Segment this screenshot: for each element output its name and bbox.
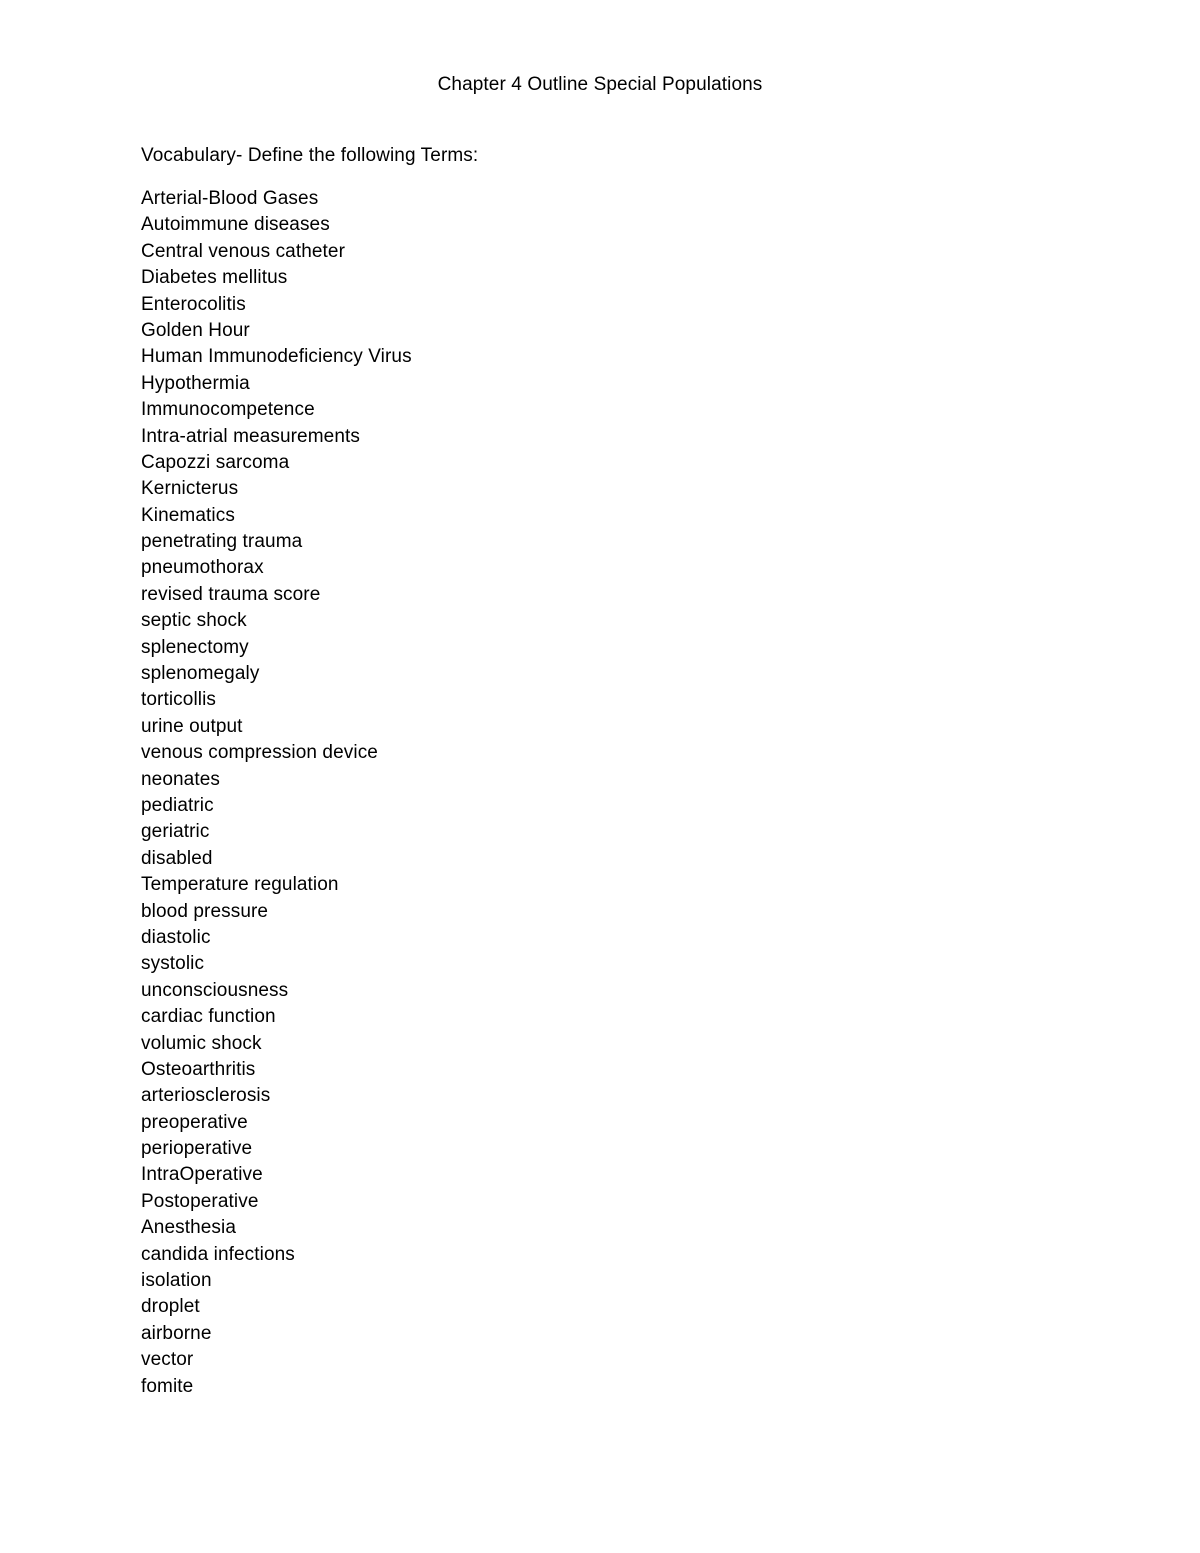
- vocabulary-term-list: [141, 186, 412, 1400]
- vocabulary-term: Human Immunodeficiency Virus: [141, 346, 412, 368]
- vocabulary-term: diastolic: [141, 926, 211, 948]
- vocabulary-term: torticollis: [141, 689, 217, 711]
- vocabulary-term: preoperative: [141, 1111, 248, 1133]
- vocabulary-term: Hypothermia: [141, 372, 250, 394]
- vocabulary-term: Anesthesia: [141, 1217, 237, 1239]
- vocabulary-term: Diabetes mellitus: [141, 267, 288, 289]
- vocabulary-term: disabled: [141, 847, 213, 869]
- vocabulary-term: perioperative: [141, 1138, 253, 1160]
- vocabulary-term: unconsciousness: [141, 979, 289, 1001]
- vocabulary-term: Capozzi sarcoma: [141, 451, 290, 473]
- vocabulary-term: splenectomy: [141, 636, 249, 658]
- vocabulary-term: pneumothorax: [141, 557, 264, 579]
- vocabulary-term: urine output: [141, 715, 243, 737]
- vocabulary-term: Autoimmune diseases: [141, 214, 330, 236]
- page-title: Chapter 4 Outline Special Populations: [437, 74, 763, 95]
- vocabulary-term: Enterocolitis: [141, 293, 246, 315]
- vocabulary-term: droplet: [141, 1296, 200, 1318]
- vocabulary-term: Immunocompetence: [141, 399, 315, 421]
- vocabulary-heading: Vocabulary- Define the following Terms:: [141, 145, 479, 166]
- vocabulary-term: Golden Hour: [141, 319, 250, 341]
- vocabulary-term: Osteoarthritis: [141, 1058, 256, 1080]
- vocabulary-term: splenomegaly: [141, 663, 260, 685]
- vocabulary-term: venous compression device: [141, 742, 378, 764]
- vocabulary-term: vector: [141, 1349, 194, 1371]
- vocabulary-term: revised trauma score: [141, 583, 321, 605]
- vocabulary-term: candida infections: [141, 1243, 295, 1265]
- vocabulary-term: systolic: [141, 953, 205, 975]
- vocabulary-term: septic shock: [141, 610, 247, 632]
- vocabulary-term: Central venous catheter: [141, 240, 346, 262]
- vocabulary-term: Intra-atrial measurements: [141, 425, 360, 447]
- vocabulary-term: fomite: [141, 1375, 194, 1397]
- vocabulary-term: airborne: [141, 1322, 212, 1344]
- vocabulary-term: isolation: [141, 1270, 212, 1292]
- vocabulary-term: volumic shock: [141, 1032, 262, 1054]
- vocabulary-term: pediatric: [141, 794, 214, 816]
- vocabulary-term: Postoperative: [141, 1190, 259, 1212]
- vocabulary-term: geriatric: [141, 821, 210, 843]
- vocabulary-term: cardiac function: [141, 1006, 276, 1028]
- vocabulary-term: Arterial-Blood Gases: [141, 188, 319, 209]
- vocabulary-term: arteriosclerosis: [141, 1085, 271, 1107]
- vocabulary-term: IntraOperative: [141, 1164, 263, 1186]
- vocabulary-term: Kinematics: [141, 504, 235, 526]
- vocabulary-term: penetrating trauma: [141, 531, 303, 553]
- vocabulary-term: Temperature regulation: [141, 874, 339, 896]
- vocabulary-term: Kernicterus: [141, 478, 239, 500]
- vocabulary-term: blood pressure: [141, 900, 269, 922]
- vocabulary-term: neonates: [141, 768, 220, 790]
